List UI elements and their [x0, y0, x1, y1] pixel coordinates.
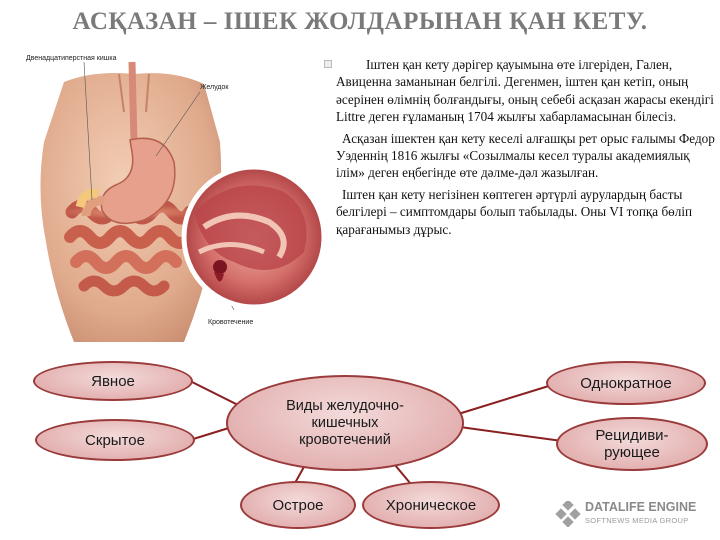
body-text [336, 56, 716, 242]
node-acute: Острое [240, 481, 356, 529]
paragraph-1: Іштен қан кету дәрігер қауымына өте ілгеріден, Гален, Авиценна заманынан белгілі. Дегенмен, іштен қан кетіп, оның әсерінен өлімнің болғандығы, оның себебі асқазан жарасы екендігі Littre деген ғұламаның 1704 жылғы хабарламасынан білесіз. [336, 57, 714, 125]
anatomy-illustration [24, 52, 324, 342]
node-chronic: Хроническое [362, 481, 500, 529]
node-center: Виды желудочно- кишечных кровотечений [226, 375, 464, 471]
node-single: Однократное [546, 361, 706, 405]
paragraph-2: Асқазан ішектен қан кету кеселі алғашқы рет орыс ғалымы Федор Уэденнің 1816 жылғы «Созылмалы кесел туралы академиялық ілім» деген еңбегінде өте дәлме-дәл жазылған. [336, 130, 715, 181]
label-bleeding: Кровотечение [208, 319, 254, 326]
magnified-view [184, 167, 324, 307]
node-recurrent: Рецидиви- рующее [556, 417, 708, 471]
bullet-marker [324, 60, 332, 68]
slide-title: АСҚАЗАН – ІШЕК ЖОЛДАРЫНАН ҚАН КЕТУ. [72, 8, 648, 35]
esophagus [132, 62, 134, 142]
watermark [555, 498, 715, 532]
cube-logo-icon [555, 501, 581, 527]
watermark-brand: DATALIFE ENGINE [585, 500, 697, 514]
label-stomach: Желудок [200, 84, 229, 91]
watermark-tagline: SOFTNEWS MEDIA GROUP [585, 516, 689, 525]
node-explicit: Явное [33, 361, 193, 401]
label-duodenum: Двенадцатиперстная кишка [26, 55, 117, 62]
node-hidden: Скрытое [35, 419, 195, 461]
paragraph-3: Іштен қан кету негізінен көптеген әртүрлі аурулардың басты белгілері – симптомдары болып табылады. Оны VI топқа бөліп қарағанымыз дұрыс. [336, 186, 693, 237]
